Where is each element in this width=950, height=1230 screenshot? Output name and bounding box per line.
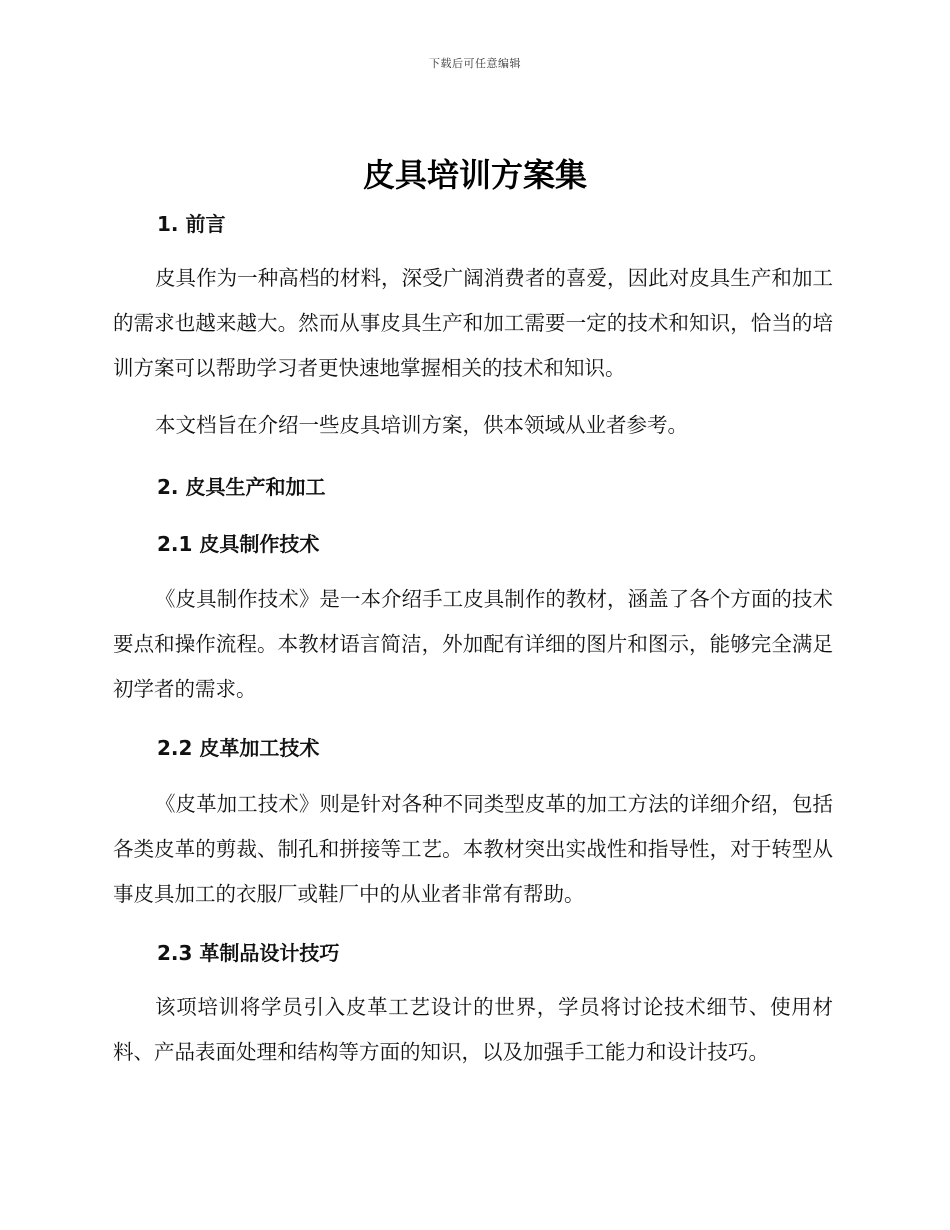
- document-title: 皮具培训方案集: [362, 156, 587, 194]
- section-heading-leather-processing: 2.2 皮革加工技术: [157, 736, 320, 760]
- paragraph-design-skills: 该项培训将学员引入皮革工艺设计的世界，学员将讨论技术细节、使用材料、产品表面处理和结构等方面的知识，以及加强手工能力和设计技巧。: [113, 995, 833, 1064]
- header-note: 下载后可任意编辑: [429, 57, 521, 70]
- paragraph-making-technique: 《皮具制作技术》是一本介绍手工皮具制作的教材，涵盖了各个方面的技术要点和操作流程。本教材语言简洁，外加配有详细的图片和图示，能够完全满足初学者的需求。: [113, 587, 833, 701]
- paragraph-leather-processing: 《皮革加工技术》则是针对各种不同类型皮革的加工方法的详细介绍，包括各类皮革的剪裁、制孔和拼接等工艺。本教材突出实战性和指导性，对于转型从事皮具加工的衣服厂或鞋厂中的从业者非常有帮助。: [113, 792, 833, 906]
- section-heading-design-skills: 2.3 革制品设计技巧: [157, 941, 340, 965]
- paragraph-preface-1: 皮具作为一种高档的材料，深受广阔消费者的喜爱，因此对皮具生产和加工的需求也越来越大。然而从事皮具生产和加工需要一定的技术和知识，恰当的培训方案可以帮助学习者更快速地掌握相关的技术和知识。: [113, 266, 833, 380]
- section-heading-production: 2. 皮具生产和加工: [157, 475, 326, 499]
- section-heading-preface: 1. 前言: [157, 212, 226, 236]
- paragraph-preface-2: 本文档旨在介绍一些皮具培训方案，供本领域从业者参考。: [155, 413, 688, 437]
- section-heading-making-technique: 2.1 皮具制作技术: [157, 532, 320, 556]
